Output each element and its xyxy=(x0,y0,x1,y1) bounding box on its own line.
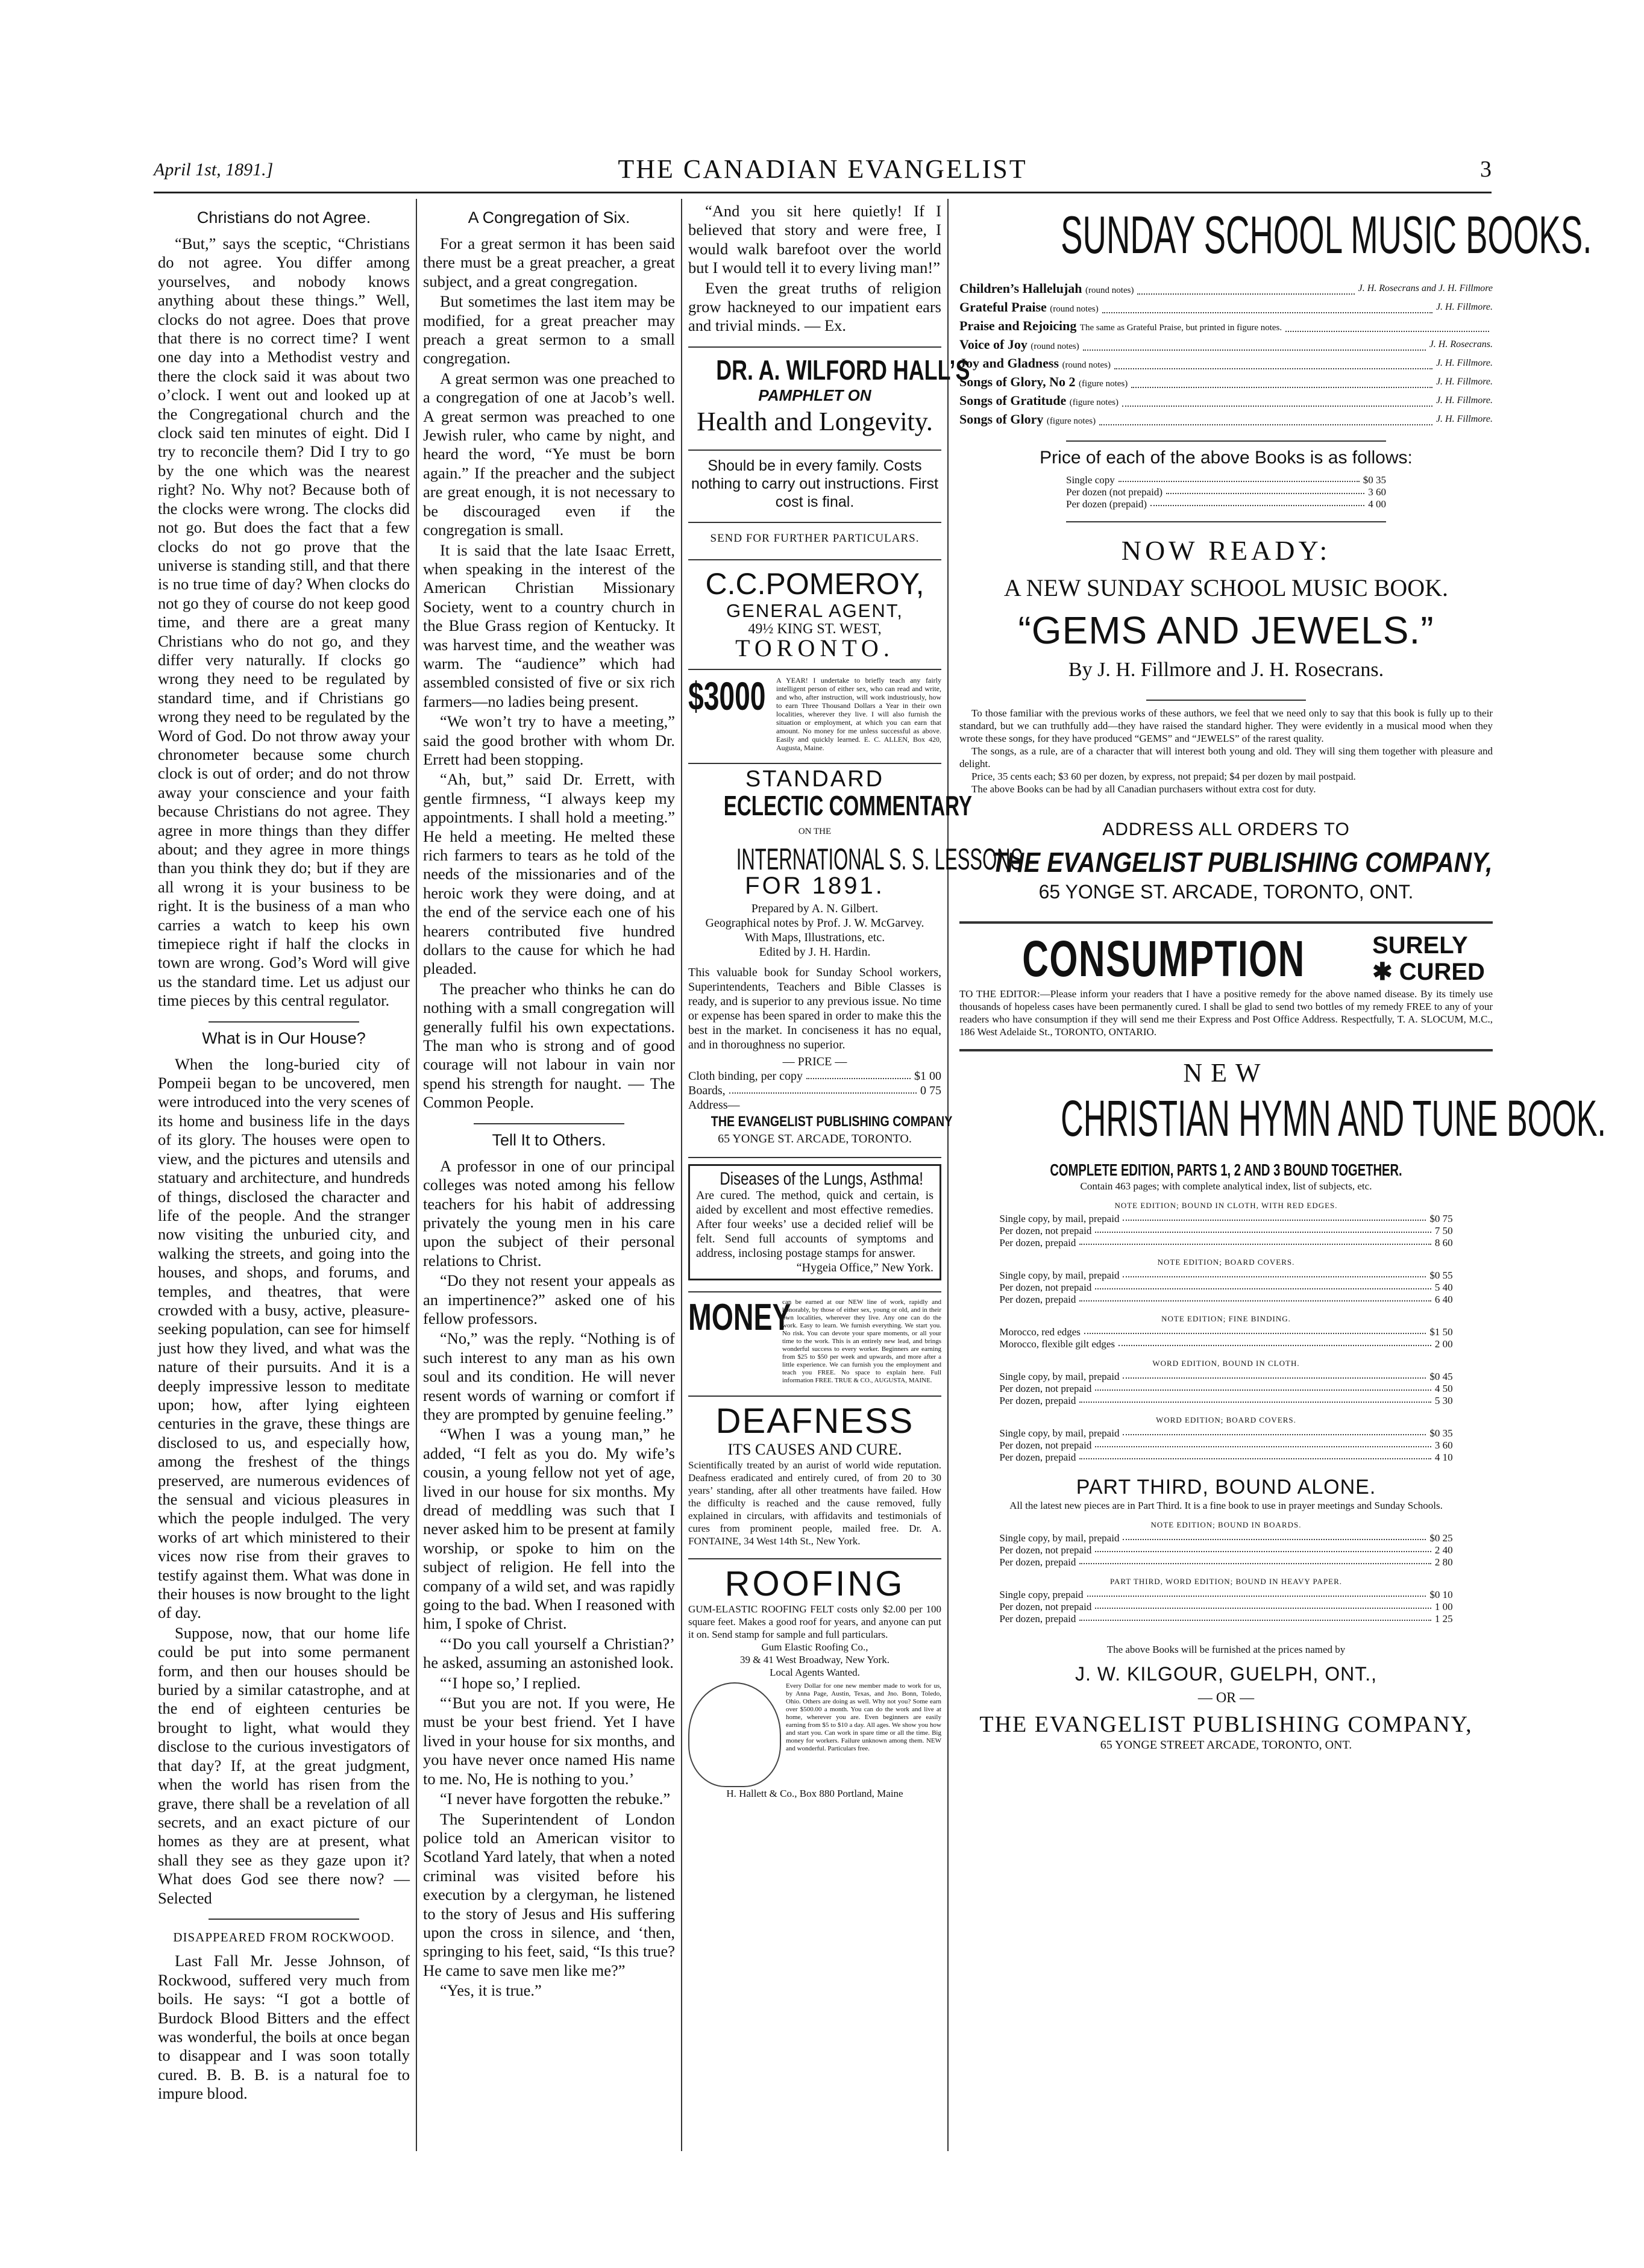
roofing-advertisement xyxy=(688,1565,941,1679)
ad-role: GENERAL AGENT, xyxy=(726,600,903,621)
book-note: (figure notes) xyxy=(1069,398,1118,407)
new-book-heading: A NEW SUNDAY SCHOOL MUSIC BOOK. xyxy=(1003,574,1449,601)
book-author: J. H. Fillmore. xyxy=(1435,377,1493,387)
dot-leader xyxy=(1123,1213,1426,1221)
column-rule xyxy=(416,199,417,2151)
dot-leader xyxy=(1118,474,1360,482)
ad-credit: Edited by J. H. Hardin. xyxy=(759,945,871,959)
kilgour-name: J. W. KILGOUR, GUELPH, ONT., xyxy=(1075,1663,1377,1685)
authors: By J. H. Fillmore and J. H. Rosecrans. xyxy=(1068,659,1384,681)
article-paragraph: “But,” says the sceptic, “Christians do not agree. You differ among yourselves, and nobody knows anything about these things.” Well, clocks do not agree. Does that prove that there is no correct time? I went one day into a Methodist vestry and there the clock said it was about two o’clock. I went out and looked up at the Congregational church and the clock said ten minutes of eight. Did I try to reconcile them? Did I try to go by the one which was the nearest right? No. Why not? Because both of the clocks were wrong. The clocks did not go. But does the fact that a few clocks do not go prove that the universe is standing still, and that there is no true time of day? When clocks do not go they of course do not keep good time, and there are a great many Christians who do not go, and they differ very naturally. If clocks go wrong they need to be regulated by standard time, and if Christians go wrong they need to be regulated by the Word of God. Do not throw away your chronometer because some church clock is out of order; and do not throw away your conscience and your faith because Christians do not agree. They agree in more things than they differ about; and they agree in more things than you think they do; but if they are all wrong it is your business to be right. It is the business of a man who carries a watch to keep his own timepiece right if half the clocks in town are wrong. God’s Word will give us the standard time. Let us adjust our time pieces by this central regulator. xyxy=(158,234,410,1010)
dot-leader xyxy=(1095,1544,1431,1552)
edition-heading: NOTE EDITION; BOARD COVERS. xyxy=(1157,1258,1295,1267)
book-note: (round notes) xyxy=(1085,286,1134,295)
book-title: Praise and Rejoicing The same as Grateful Praise, but printed in figure notes. xyxy=(959,318,1282,333)
dot-leader xyxy=(1079,1294,1431,1302)
article-paragraph: “We won’t try to have a meeting,” said the good brother with whom Dr. Errett had been stopping. xyxy=(423,712,675,768)
edition-price-row xyxy=(999,1225,1452,1237)
price-label: Single copy, by mail, prepaid xyxy=(999,1213,1120,1224)
article-paragraph: A great sermon was one preached to a congregation of one at Jacob’s well. A great sermon was preached to one Jewish ruler, who came by night, and heard the word, “Ye must be born again.” If the preacher and the subject are great enough, it is not necessary to be discouraged even if the congregation is small. xyxy=(423,369,675,539)
dot-leader xyxy=(1095,1383,1431,1391)
separator xyxy=(1146,700,1307,701)
price-value: 3 60 xyxy=(1368,486,1386,498)
article-paragraph: “‘I hope so,’ I replied. xyxy=(440,1673,581,1692)
ad-credit: Geographical notes by Prof. J. W. McGarvey. xyxy=(705,916,924,930)
edition-heading: NOTE EDITION; BOUND IN CLOTH, WITH RED EDGES. xyxy=(1114,1201,1338,1210)
edition-price-row xyxy=(999,1395,1452,1407)
dot-leader xyxy=(1131,374,1432,388)
price-label: Per dozen, prepaid xyxy=(999,1294,1076,1305)
ad-body: Should be in every family. Costs nothing to carry out instructions. First cost is final. xyxy=(691,457,938,511)
gems-paragraph: Price, 35 cents each; $3 60 per dozen, by express, not prepaid; $4 per dozen by mail postpaid. xyxy=(971,771,1356,782)
book-row xyxy=(959,392,1493,411)
dot-leader xyxy=(1084,1326,1426,1334)
book-author: J. H. Fillmore. xyxy=(1435,414,1493,424)
dot-leader xyxy=(1150,498,1364,506)
article-paragraph: “‘Do you call yourself a Christian?’ he asked, assuming an astonished look. xyxy=(423,1634,675,1672)
ad-credit: Prepared by A. N. Gilbert. xyxy=(751,902,879,916)
edition-price-row xyxy=(999,1338,1452,1350)
book-title: Songs of Gratitude (figure notes) xyxy=(959,393,1118,408)
price-label: Single copy, by mail, prepaid xyxy=(999,1270,1120,1281)
price-value: $0 25 xyxy=(1429,1532,1453,1544)
publisher-address: 65 YONGE ST. ARCADE, TORONTO, ONT. xyxy=(1038,881,1414,903)
book-title: Songs of Glory, No 2 (figure notes) xyxy=(959,374,1128,389)
ad-title: Health and Longevity. xyxy=(697,407,933,437)
edition-price-row xyxy=(999,1237,1452,1249)
ad-line: STANDARD xyxy=(745,766,885,792)
price-label: Per dozen, prepaid xyxy=(999,1452,1076,1463)
edition-heading: PART THIRD, WORD EDITION; BOUND IN HEAVY PAPER. xyxy=(1109,1577,1343,1586)
price-value: 1 00 xyxy=(1434,1601,1453,1612)
publisher-name: THE EVANGELIST PUBLISHING COMPANY, xyxy=(979,1712,1473,1737)
part-third-list xyxy=(999,1520,1452,1625)
dot-leader xyxy=(1114,355,1432,369)
ad-send: SEND FOR FURTHER PARTICULARS. xyxy=(710,532,920,545)
separator xyxy=(209,1919,360,1920)
price-value: 4 10 xyxy=(1434,1452,1453,1463)
ad-subhead: ITS CAUSES AND CURE. xyxy=(727,1440,902,1458)
ad-city: TORONTO. xyxy=(735,634,894,662)
edition-price-row xyxy=(999,1613,1452,1625)
price-value: 5 30 xyxy=(1434,1395,1453,1406)
column-2 xyxy=(423,202,675,2130)
ad-body: TO THE EDITOR:—Please inform your readers that I have a positive remedy for the above named disease. By its timely use thousands of hopeless cases have been permanently cured. I shall be glad to send two bottles of my remedy FREE to any of your readers who have consumption if they will send me their Express and Post Office Address. Respectfully, T. A. SLOCUM, M.C., 186 West Adelaide St., TORONTO, ONTARIO. xyxy=(959,988,1493,1038)
ad-signature: H. Hallett & Co., Box 880 Portland, Maine xyxy=(726,1788,903,1800)
ad-signature: “Hygeia Office,” New York. xyxy=(796,1261,933,1274)
article-paragraph: A professor in one of our principal colleges was noted among his fellow teachers for his habit of addressing privately the young men in his care upon the subject of their personal relations to Christ. xyxy=(423,1156,675,1270)
article-paragraph: For a great sermon it has been said there must be a great preacher, a great subject, and a great congregation. xyxy=(423,234,675,290)
dot-leader xyxy=(1079,1452,1431,1459)
part-third-note: All the latest new pieces are in Part Third. It is a fine book to use in prayer meetings and Sunday Schools. xyxy=(1009,1500,1443,1511)
edition-price-row xyxy=(999,1452,1452,1464)
separator xyxy=(209,1021,360,1023)
gems-paragraph: To those familiar with the previous works of these authors, we feel that we need only to say that this book is fully up to their standard, but we can truthfully add—they have raised the standard higher. They were evidently in a musical mood when they wrote these songs, for they have produced “GEMS” and “JEWELS” of the rarest quality. xyxy=(959,707,1493,744)
article-paragraph: Even the great truths of religion grow hackneyed to our impatient ears and trivial minds. — Ex. xyxy=(688,278,941,335)
ad-headline: ECLECTIC COMMENTARY xyxy=(723,790,972,822)
price-label: Per dozen, prepaid xyxy=(999,1556,1076,1568)
ad-line: FOR 1891. xyxy=(745,872,885,899)
hall-advertisement xyxy=(688,354,970,662)
edition-price-row xyxy=(999,1270,1452,1282)
address-heading: ADDRESS ALL ORDERS TO xyxy=(1102,819,1350,839)
ad-body: Scientifically treated by an aurist of world wide reputation. Deafness eradicated and entirely cured, of from 20 to 30 years’ standing, after all other treatments have failed. How the difficulty is reached and the cause removed, fully explained in circulars, with affidavits and testimonials of cures from prominent people, mailed free. Dr. A. FONTAINE, 34 West 14th St., New York. xyxy=(688,1459,941,1547)
price-label: Per dozen, not prepaid xyxy=(999,1225,1092,1236)
furnished-note: The above Books will be furnished at the prices named by xyxy=(1106,1644,1346,1655)
ad-address: 39 & 41 West Broadway, New York. xyxy=(740,1654,889,1666)
price-value: 2 80 xyxy=(1434,1556,1453,1568)
article-paragraph: “No,” was the reply. “Nothing is of such interest to any man as his own soul and its condition. He will never resent words of warning or comfort if they are prompted by genuine feeling.” xyxy=(423,1329,675,1423)
article-heading: Tell It to Others. xyxy=(492,1130,606,1149)
ad-body: GUM-ELASTIC ROOFING FELT costs only $2.00 per 100 square feet. Makes a good roof for years, and anyone can put it on. Send stamp for sample and full particulars. xyxy=(688,1603,941,1641)
edition-price-row xyxy=(999,1532,1452,1544)
separator xyxy=(688,1157,941,1158)
book-row xyxy=(959,355,1493,374)
price-value: 3 60 xyxy=(1434,1439,1453,1451)
price-label: Per dozen, not prepaid xyxy=(999,1383,1092,1394)
contains-note: Contain 463 pages; with complete analytical index, list of subjects, etc. xyxy=(1080,1180,1372,1192)
edition-heading: NOTE EDITION; BOUND IN BOARDS. xyxy=(1150,1520,1302,1529)
book-title: Songs of Glory (figure notes) xyxy=(959,412,1096,427)
portrait-engraving xyxy=(688,1682,781,1787)
separator xyxy=(688,346,941,348)
price-label: Single copy xyxy=(1066,474,1115,486)
ad-headline: DEAFNESS xyxy=(715,1401,914,1441)
separator xyxy=(688,1396,941,1397)
price-label: Morocco, red edges xyxy=(999,1326,1081,1338)
ad-headline: INTERNATIONAL S. S. LESSONS xyxy=(736,842,1023,876)
price-value: 5 40 xyxy=(1434,1282,1453,1293)
masthead xyxy=(154,154,1492,190)
ad-agent: C.C.POMEROY, xyxy=(705,566,924,601)
article-heading: A Congregation of Six. xyxy=(468,208,630,227)
publisher-name: THE EVANGELIST PUBLISHING COMPANY xyxy=(711,1114,953,1130)
price-value: 8 60 xyxy=(1434,1237,1453,1248)
price-value: 6 40 xyxy=(1434,1294,1453,1305)
edition-price-row xyxy=(999,1371,1452,1383)
price-value: $0 10 xyxy=(1429,1589,1453,1600)
ad-agents: Local Agents Wanted. xyxy=(770,1667,860,1679)
gems-title: “GEMS AND JEWELS.” xyxy=(1018,609,1434,652)
paper-title: THE CANADIAN EVANGELIST xyxy=(618,154,1028,184)
article-paragraph: It is said that the late Isaac Errett, when speaking in the interest of the American Christian Missionary Society, went to a country church in the Blue Grass region of Kentucky. It was harvest time, and the weather was warm. The “audience” which had assembled consisted of five or six rich farmers—no ladies being present. xyxy=(423,540,675,710)
edition-heading: WORD EDITION; BOARD COVERS. xyxy=(1156,1415,1296,1424)
separator xyxy=(474,1123,625,1124)
dot-leader xyxy=(1123,1371,1426,1379)
portrait-advertisement xyxy=(688,1682,941,1787)
ad-tagline xyxy=(1372,932,1485,985)
dot-leader xyxy=(1095,1225,1431,1233)
price-label: Per dozen, not prepaid xyxy=(999,1544,1092,1556)
book-row xyxy=(959,280,1493,299)
dot-leader xyxy=(1079,1556,1431,1564)
price-label: Single copy, by mail, prepaid xyxy=(999,1532,1120,1544)
edition-price-row xyxy=(999,1589,1452,1601)
ad-headline: DR. A. WILFORD HALL’S xyxy=(716,354,970,386)
or-divider: — OR — xyxy=(1197,1690,1255,1706)
price-row xyxy=(688,1069,941,1083)
price-label: Per dozen, not prepaid xyxy=(999,1282,1092,1293)
price-value: 4 50 xyxy=(1434,1383,1453,1394)
price-label: Single copy, by mail, prepaid xyxy=(999,1371,1120,1382)
separator xyxy=(1066,521,1386,522)
price-value: 2 00 xyxy=(1434,1338,1453,1350)
ad-credit: With Maps, Illustrations, etc. xyxy=(744,931,885,945)
book-row xyxy=(959,374,1493,392)
book-author: J. H. Rosecrans and J. H. Fillmore xyxy=(1358,283,1493,293)
ad-headline: $3000 xyxy=(688,673,766,718)
edition-price-row xyxy=(999,1326,1452,1338)
publisher-name: THE EVANGELIST PUBLISHING COMPANY, xyxy=(991,847,1493,878)
price-value: 7 50 xyxy=(1434,1225,1453,1236)
commentary-advertisement xyxy=(688,766,1023,1146)
book-title: Grateful Praise (round notes) xyxy=(959,299,1099,315)
edition-price-row xyxy=(999,1282,1452,1294)
edition-price-row xyxy=(999,1383,1452,1395)
price-value: $0 75 xyxy=(1429,1213,1453,1224)
dot-leader xyxy=(1118,1338,1431,1346)
book-author: J. H. Fillmore. xyxy=(1435,358,1493,368)
dot-leader xyxy=(1079,1237,1431,1245)
article-paragraph: The preacher who thinks he can do nothing with a small congregation will generally fulfil his own expectations. The man who is strong and of good courage will not labour in vain nor spend his strength for naught. — The Common People. xyxy=(423,979,675,1112)
edition-list xyxy=(999,1201,1452,1464)
price-label: Per dozen, prepaid xyxy=(999,1237,1076,1248)
book-list xyxy=(959,280,1493,430)
price-value: $0 55 xyxy=(1429,1270,1453,1281)
ad-headline: Diseases of the Lungs, Asthma! xyxy=(720,1168,923,1189)
price-label: Single copy, by mail, prepaid xyxy=(999,1427,1120,1439)
price-label: Per dozen (prepaid) xyxy=(1066,498,1147,510)
article-paragraph: Suppose, now, that our home life could be put into some permanent form, and then our houses should be buried by a similar catastrophe, and at the end of eighteen centuries be brought to light, what would they disclose to the curious investigators of that day? If, at the great judgment, when the world has risen from the grave, there shall be a revelation of all secrets, and an exact picture of our homes as they are at present, what shall they see as they gaze upon it? What does God see there now? — Selected xyxy=(158,1623,410,1907)
separator xyxy=(1066,440,1386,442)
hymn-book-title: CHRISTIAN HYMN AND TUNE BOOK. xyxy=(1061,1090,1606,1147)
earnings-advertisement xyxy=(688,673,941,752)
address-label: Address— xyxy=(688,1098,740,1112)
book-row xyxy=(959,318,1493,336)
book-title: Joy and Gladness (round notes) xyxy=(959,356,1111,371)
edition-price-row xyxy=(999,1439,1452,1452)
dot-leader xyxy=(1079,1613,1431,1621)
dot-leader xyxy=(1102,299,1432,313)
book-row xyxy=(959,336,1493,355)
edition-heading: WORD EDITION, BOUND IN CLOTH. xyxy=(1152,1359,1300,1368)
price-value: $0 35 xyxy=(1363,474,1386,486)
article-paragraph: “Do they not resent your appeals as an impertinence?” asked one of his fellow professors. xyxy=(423,1271,675,1327)
book-list-items xyxy=(959,280,1493,430)
price-row xyxy=(1066,498,1386,510)
book-row xyxy=(959,411,1493,430)
book-row xyxy=(959,299,1493,318)
separator xyxy=(688,1558,941,1559)
column-4 xyxy=(959,202,1606,1752)
book-note: (round notes) xyxy=(1062,360,1111,370)
price-list xyxy=(1066,474,1386,510)
edition-heading: NOTE EDITION; FINE BINDING. xyxy=(1161,1314,1291,1323)
ad-subhead: PAMPHLET ON xyxy=(758,386,871,404)
price-label: Per dozen, not prepaid xyxy=(999,1439,1092,1451)
page-number: 3 xyxy=(1480,157,1492,182)
dot-leader xyxy=(1095,1282,1431,1289)
book-author: J. H. Fillmore. xyxy=(1435,395,1493,406)
article-heading: What is in Our House? xyxy=(202,1029,366,1047)
article-paragraph: “Ah, but,” said Dr. Errett, with gentle firmness, “I always keep my appointments. I shall hold a meeting.” He held a meeting. He melted these rich farmers to tears as he told of the needs of the missionaries and of the heroic work they were doing, and at the end of the service each one of his hearers contributed five hundred dollars to the cause for which he had pleaded. xyxy=(423,770,675,978)
price-value: 1 25 xyxy=(1434,1613,1453,1624)
book-note: (figure notes) xyxy=(1079,379,1128,389)
dot-leader xyxy=(1123,1270,1426,1277)
gems-paragraph: The songs, as a rule, are of a character that will interest both young and old. They will sing them together with pleasure and delight. xyxy=(959,745,1493,769)
article-paragraph: But sometimes the last item may be modified, for a great preacher may preach a great sermon to a small congregation. xyxy=(423,292,675,368)
column-rule xyxy=(681,199,682,2151)
ad-body: Every Dollar for one new member made to work for us, by Anna Page, Austin, Texas, and Jno. Bonn, Toledo, Ohio. Others are doing as well. Why not you? Some earn over $500.00 a month. You can do the work and live at home, wherever you are. Even beginners are easily earning from $5 to $10 a day. All ages. We show you how and start you. Can work in spare time or all the time. Big money for workers. Failure unknown among them. NEW and wonderful. Particulars free. xyxy=(786,1682,941,1753)
price-value: 2 40 xyxy=(1434,1544,1453,1556)
separator xyxy=(688,669,941,670)
price-heading: Price of each of the above Books is as follows: xyxy=(1040,448,1413,468)
ad-headline: MONEY xyxy=(688,1296,791,1338)
edition-price-row xyxy=(999,1294,1452,1306)
price-label: Cloth binding, per copy xyxy=(688,1070,803,1083)
article-paragraph: “And you sit here quietly! If I believed that story and were free, I would walk barefoot over the world but I would tell it to every living man!” xyxy=(688,202,941,277)
dot-leader xyxy=(1166,486,1364,494)
dot-leader xyxy=(1095,1601,1431,1609)
complete-edition: COMPLETE EDITION, PARTS 1, 2 AND 3 BOUND TOGETHER. xyxy=(1050,1161,1402,1179)
issue-date: April 1st, 1891.] xyxy=(154,160,274,180)
ad-address: 49½ KING ST. WEST, xyxy=(748,621,882,637)
dot-leader xyxy=(1137,280,1354,295)
ad-body: can be earned at our NEW line of work, rapidly and honorably, by those of either sex, young or old, and in their own localities, wherever they live. Any one can do the work. Easy to learn. We furnish everything. We start you. No risk. You can devote your spare moments, or all your time to the work. This is an entirely new lead, and brings wonderful success to every worker. Beginners are earning from $25 to $50 per week and upwards, and more after a little experience. We can furnish you the employment and teach you FREE. No space to explain here. Full information FREE. TRUE & CO., AUGUSTA, MAINE. xyxy=(782,1298,941,1384)
dot-leader xyxy=(1095,1439,1431,1447)
ad-tagline-line: SURELY xyxy=(1372,932,1468,959)
masthead-rule xyxy=(154,192,1492,193)
edition-price-row xyxy=(999,1213,1452,1225)
dot-leader xyxy=(1123,1532,1426,1540)
lungs-advertisement xyxy=(688,1164,941,1280)
dot-leader xyxy=(1285,318,1489,332)
separator xyxy=(688,450,941,451)
edition-price-row xyxy=(999,1556,1452,1568)
book-note: (figure notes) xyxy=(1046,416,1096,426)
publisher-address: 65 YONGE ST. ARCADE, TORONTO. xyxy=(718,1132,912,1145)
ad-body: A YEAR! I undertake to briefly teach any fairly intelligent person of either sex, who can read and write, and who, after instruction, will work industriously, how to earn Three Thousand Dollars a Year in their own localities, wherever they live. I will also furnish the situation or employment, at which you can earn that amount. No money for me unless successful as above. Easily and quickly learned. E. C. ALLEN, Box 420, Augusta, Maine. xyxy=(776,675,941,752)
ad-headline: ROOFING xyxy=(724,1564,905,1604)
dot-leader xyxy=(1079,1395,1431,1403)
price-label: Boards, xyxy=(688,1084,726,1098)
price-row xyxy=(1066,486,1386,498)
ad-headline: CONSUMPTION xyxy=(1022,930,1305,987)
article-paragraph: “‘But you are not. If you were, He must be your best friend. Yet I have lived in your house for six months, and you have never once named His name to me. No, He is nothing to you.’ xyxy=(423,1694,675,1788)
dot-leader xyxy=(1083,336,1426,351)
consumption-advertisement xyxy=(959,930,1493,988)
publisher-address: 65 YONGE STREET ARCADE, TORONTO, ONT. xyxy=(1100,1738,1352,1752)
ad-company: Gum Elastic Roofing Co., xyxy=(761,1641,868,1653)
price-value: $0 45 xyxy=(1429,1371,1453,1382)
price-row xyxy=(688,1083,941,1098)
gems-paragraph: The above Books can be had by all Canadian purchasers without extra cost for duty. xyxy=(971,783,1316,795)
separator xyxy=(688,763,941,764)
article-paragraph: “Yes, it is true.” xyxy=(440,1981,542,2000)
dot-leader xyxy=(1123,1427,1426,1435)
new-heading: NEW xyxy=(1183,1058,1269,1088)
ad-body: This valuable book for Sunday School workers, Superintendents, Teachers and Bible Classes is ready, and is superior to any previous issue. No time or expense has been spared in order to make this the best in the market. In conciseness it has no equal, and in thoroughness no superior. xyxy=(688,966,941,1052)
separator xyxy=(688,1291,941,1292)
article-paragraph: Last Fall Mr. Jesse Johnson, of Rockwood, suffered very much from boils. He says: “I got a bottle of Burdock Blood Bitters and the effect was wonderful, the boils at once began to disappear and I was soon totally cured. B. B. B. is a natural foe to impure blood. xyxy=(158,1952,410,2103)
ad-tagline-line: ✱ CURED xyxy=(1372,959,1485,985)
price-row xyxy=(1066,474,1386,486)
article-paragraph: When the long-buried city of Pompeii began to be uncovered, men were introduced into the very scenes of its home and business life in the days of its glory. The houses were open to view, and the pictures and utensils and statuary and architecture, and hundreds of things, disclosed the character and life of the people. And the stranger now visiting the unburied city, and walking the streets, and going into the houses, and shops, and forums, and temples, and theatres, that were crowded with a busy, active, pleasure-seeking population, can see for himself just how they lived, and what was the nature of their pursuits. And it is a deeply impressive lesson to meditate upon; how, after lying eighteen centuries in the grave, these things are disclosed to us, and especially how, among the freshest of the things preserved, are numerous evidences of the sensual and vicious pleasures in which the people indulged. The very works of art which ministered to their vices now rise from their graves to testify against them. What was done in their houses is now brought to the light of day. xyxy=(158,1054,410,1622)
dot-leader xyxy=(1122,392,1432,407)
price-value: $1 50 xyxy=(1429,1326,1453,1338)
article-paragraph: “When I was a young man,” he added, “I felt as you do. My wife’s cousin, a young fellow not yet of age, lived in our house for six months. My dread of meddling was such that I never asked him to be present at family worship, or spoke to him on the subject of religion. He fell into the company of a wild set, and was rapidly going to the bad. When I reasoned with him, I spoke of Christ. xyxy=(423,1425,675,1633)
price-label: Per dozen, not prepaid xyxy=(999,1601,1092,1612)
edition-price-row xyxy=(999,1601,1452,1613)
separator xyxy=(959,921,1493,924)
separator xyxy=(959,1049,1493,1051)
money-advertisement xyxy=(688,1298,941,1385)
edition-price-row xyxy=(999,1427,1452,1439)
book-author: J. H. Fillmore. xyxy=(1435,302,1493,312)
price-label: Morocco, flexible gilt edges xyxy=(999,1338,1115,1350)
price-heading: — PRICE — xyxy=(782,1055,847,1069)
ad-line: ON THE xyxy=(798,827,832,837)
book-title: Children’s Hallelujah (round notes) xyxy=(959,281,1134,296)
article-paragraph: “I never have forgotten the rebuke.” xyxy=(440,1790,671,1808)
article-paragraph: The Superintendent of London police told an American visitor to Scotland Yard lately, that when a noted criminal was visited before his execution by a clergyman, he listened to the story of Jesus and His suffering upon the cross in silence, and ‘then, springing to his feet, said, “Is this true? He came to save men like me?” xyxy=(423,1809,675,1979)
price-value: $0 35 xyxy=(1429,1427,1453,1439)
column-1 xyxy=(158,202,410,2130)
dot-leader xyxy=(1087,1589,1426,1597)
separator xyxy=(688,522,941,523)
book-note: (round notes) xyxy=(1050,304,1099,314)
dot-leader xyxy=(1099,411,1432,425)
deafness-advertisement xyxy=(688,1403,941,1547)
price-value: 4 00 xyxy=(1368,498,1386,510)
price-label: Single copy, prepaid xyxy=(999,1589,1084,1600)
column-rule xyxy=(947,199,949,2151)
article-heading: Christians do not Agree. xyxy=(196,208,371,227)
article-heading: DISAPPEARED FROM ROCKWOOD. xyxy=(173,1929,395,1944)
book-title: Voice of Joy (round notes) xyxy=(959,337,1079,352)
price-label: Per dozen, prepaid xyxy=(999,1613,1076,1624)
separator xyxy=(688,559,941,560)
music-books-title: SUNDAY SCHOOL MUSIC BOOKS. xyxy=(1061,205,1592,265)
price-label: Per dozen, prepaid xyxy=(999,1395,1076,1406)
price-value: 0 75 xyxy=(920,1084,941,1098)
book-note: The same as Grateful Praise, but printed in figure notes. xyxy=(1079,323,1282,333)
now-ready-heading: NOW READY: xyxy=(1121,535,1331,566)
part-third-heading: PART THIRD, BOUND ALONE. xyxy=(1076,1476,1376,1499)
ad-body: Are cured. The method, quick and certain, is aided by excellent and most effective remedies. After four weeks’ use a decided relief will be felt. Send full accounts of symptoms and address, inclosing postage stamps for answer. xyxy=(696,1188,933,1260)
book-author: J. H. Rosecrans. xyxy=(1429,339,1493,349)
price-label: Per dozen (not prepaid) xyxy=(1066,486,1163,498)
edition-price-row xyxy=(999,1544,1452,1556)
book-note: (round notes) xyxy=(1031,342,1079,351)
price-value: $1 00 xyxy=(914,1070,941,1083)
